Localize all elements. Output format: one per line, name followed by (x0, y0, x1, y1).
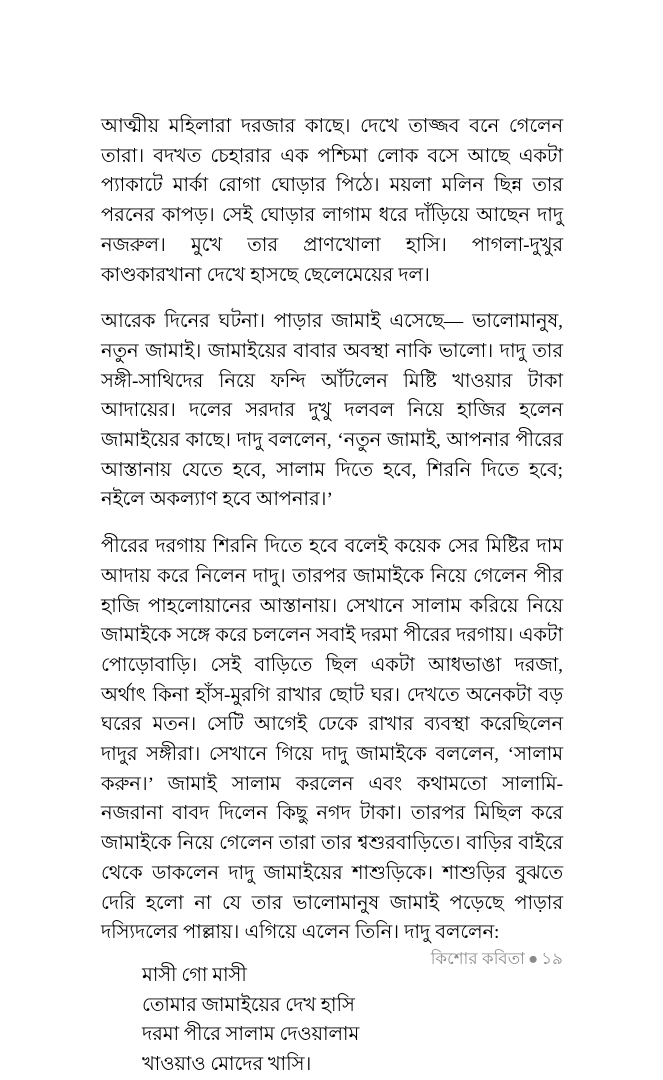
body-paragraph: আত্মীয় মহিলারা দরজার কাছে। দেখে তাজ্জব বনে গেলেন তারা। বদখত চেহারার এক পশ্চিমা লোক বসে আছে একটা প্যাকাটে মার্কা রোগা ঘোড়ার পিঠে। ময়লা মলিন ছিন্ন তার পরনের কাপড়। সেই ঘোড়ার লাগাম ধরে দাঁড়িয়ে আছেন দাদু নজরুল। মুখে তার প্রাণখোলা হাসি। পাগলা-দুখুর কাণ্ডকারখানা দেখে হাসছে ছেলেমেয়ের দল। (101, 116, 563, 286)
body-paragraph: পীরের দরগায় শিরনি দিতে হবে বলেই কয়েক সের মিষ্টির দাম আদায় করে নিলেন দাদু। তারপর জামাইকে নিয়ে গেলেন পীর হাজি পাহলোয়ানের আস্তানায়। সেখানে সালাম করিয়ে নিয়ে জামাইকে সঙ্গে করে চললেন সবাই দরমা পীরের দরগায়। একটা পোড়োবাড়ি। সেই বাড়িতে ছিল একটা আধভাঙা দরজা, অর্থাৎ কিনা হাঁস-মুরগি রাখার ছোট ঘর। দেখতে অনেকটা বড় ঘরের মতন। সেটি আগেই ঢেকে রাখার ব্যবস্থা করেছিলেন দাদুর সঙ্গীরা। সেখানে গিয়ে দাদু জামাইকে বললেন, ‘সালাম করুন।’ জামাই সালাম করলেন এবং কথামতো সালামি-নজরানা বাবদ দিলেন কিছু নগদ টাকা। তারপর মিছিল করে জামাইকে নিয়ে গেলেন তারা তার শ্বশুরবাড়িতে। বাড়ির বাইরে থেকে ডাকলেন দাদু জামাইয়ের শাশুড়িকে। শাশুড়ির বুঝতে দেরি হলো না যে তার ভালোমানুষ জামাই পড়েছে পাড়ার দস্যিদলের পাল্লায়। এগিয়ে এলেন তিনি। দাদু বললেন: (101, 536, 563, 944)
footer-book-title: কিশোর কবিতা (430, 949, 526, 968)
verse-line: মাসী গো মাসী (142, 964, 247, 986)
body-paragraph: আরেক দিনের ঘটনা। পাড়ার জামাই এসেছে— ভালোমানুষ, নতুন জামাই। জামাইয়ের বাবার অবস্থা নাকি ভালো। দাদু তার সঙ্গী-সাথিদের নিয়ে ফন্দি আঁটলেন মিষ্টি খাওয়ার টাকা আদায়ের। দলের সরদার দুখু দলবল নিয়ে হাজির হলেন জামাইয়ের কাছে। দাদু বললেন, ‘নতুন জামাই, আপনার পীরের আস্তানায় যেতে হবে, সালাম দিতে হবে, শিরনি দিতে হবে; নইলে অকল্যাণ হবে আপনার।’ (101, 311, 563, 511)
footer-separator-bullet-icon: ● (528, 949, 539, 968)
verse-line: খাওয়াও মোদের খাসি। (142, 1054, 312, 1076)
verse-line: তোমার জামাইয়ের দেখ হাসি (142, 994, 355, 1016)
page-footer (431, 949, 563, 969)
verse-line: দরমা পীরে সালাম দেওয়ালাম (142, 1024, 360, 1046)
page-number: ১৯ (541, 949, 563, 968)
verse-block (101, 961, 563, 1080)
page-text-column (101, 112, 563, 1080)
